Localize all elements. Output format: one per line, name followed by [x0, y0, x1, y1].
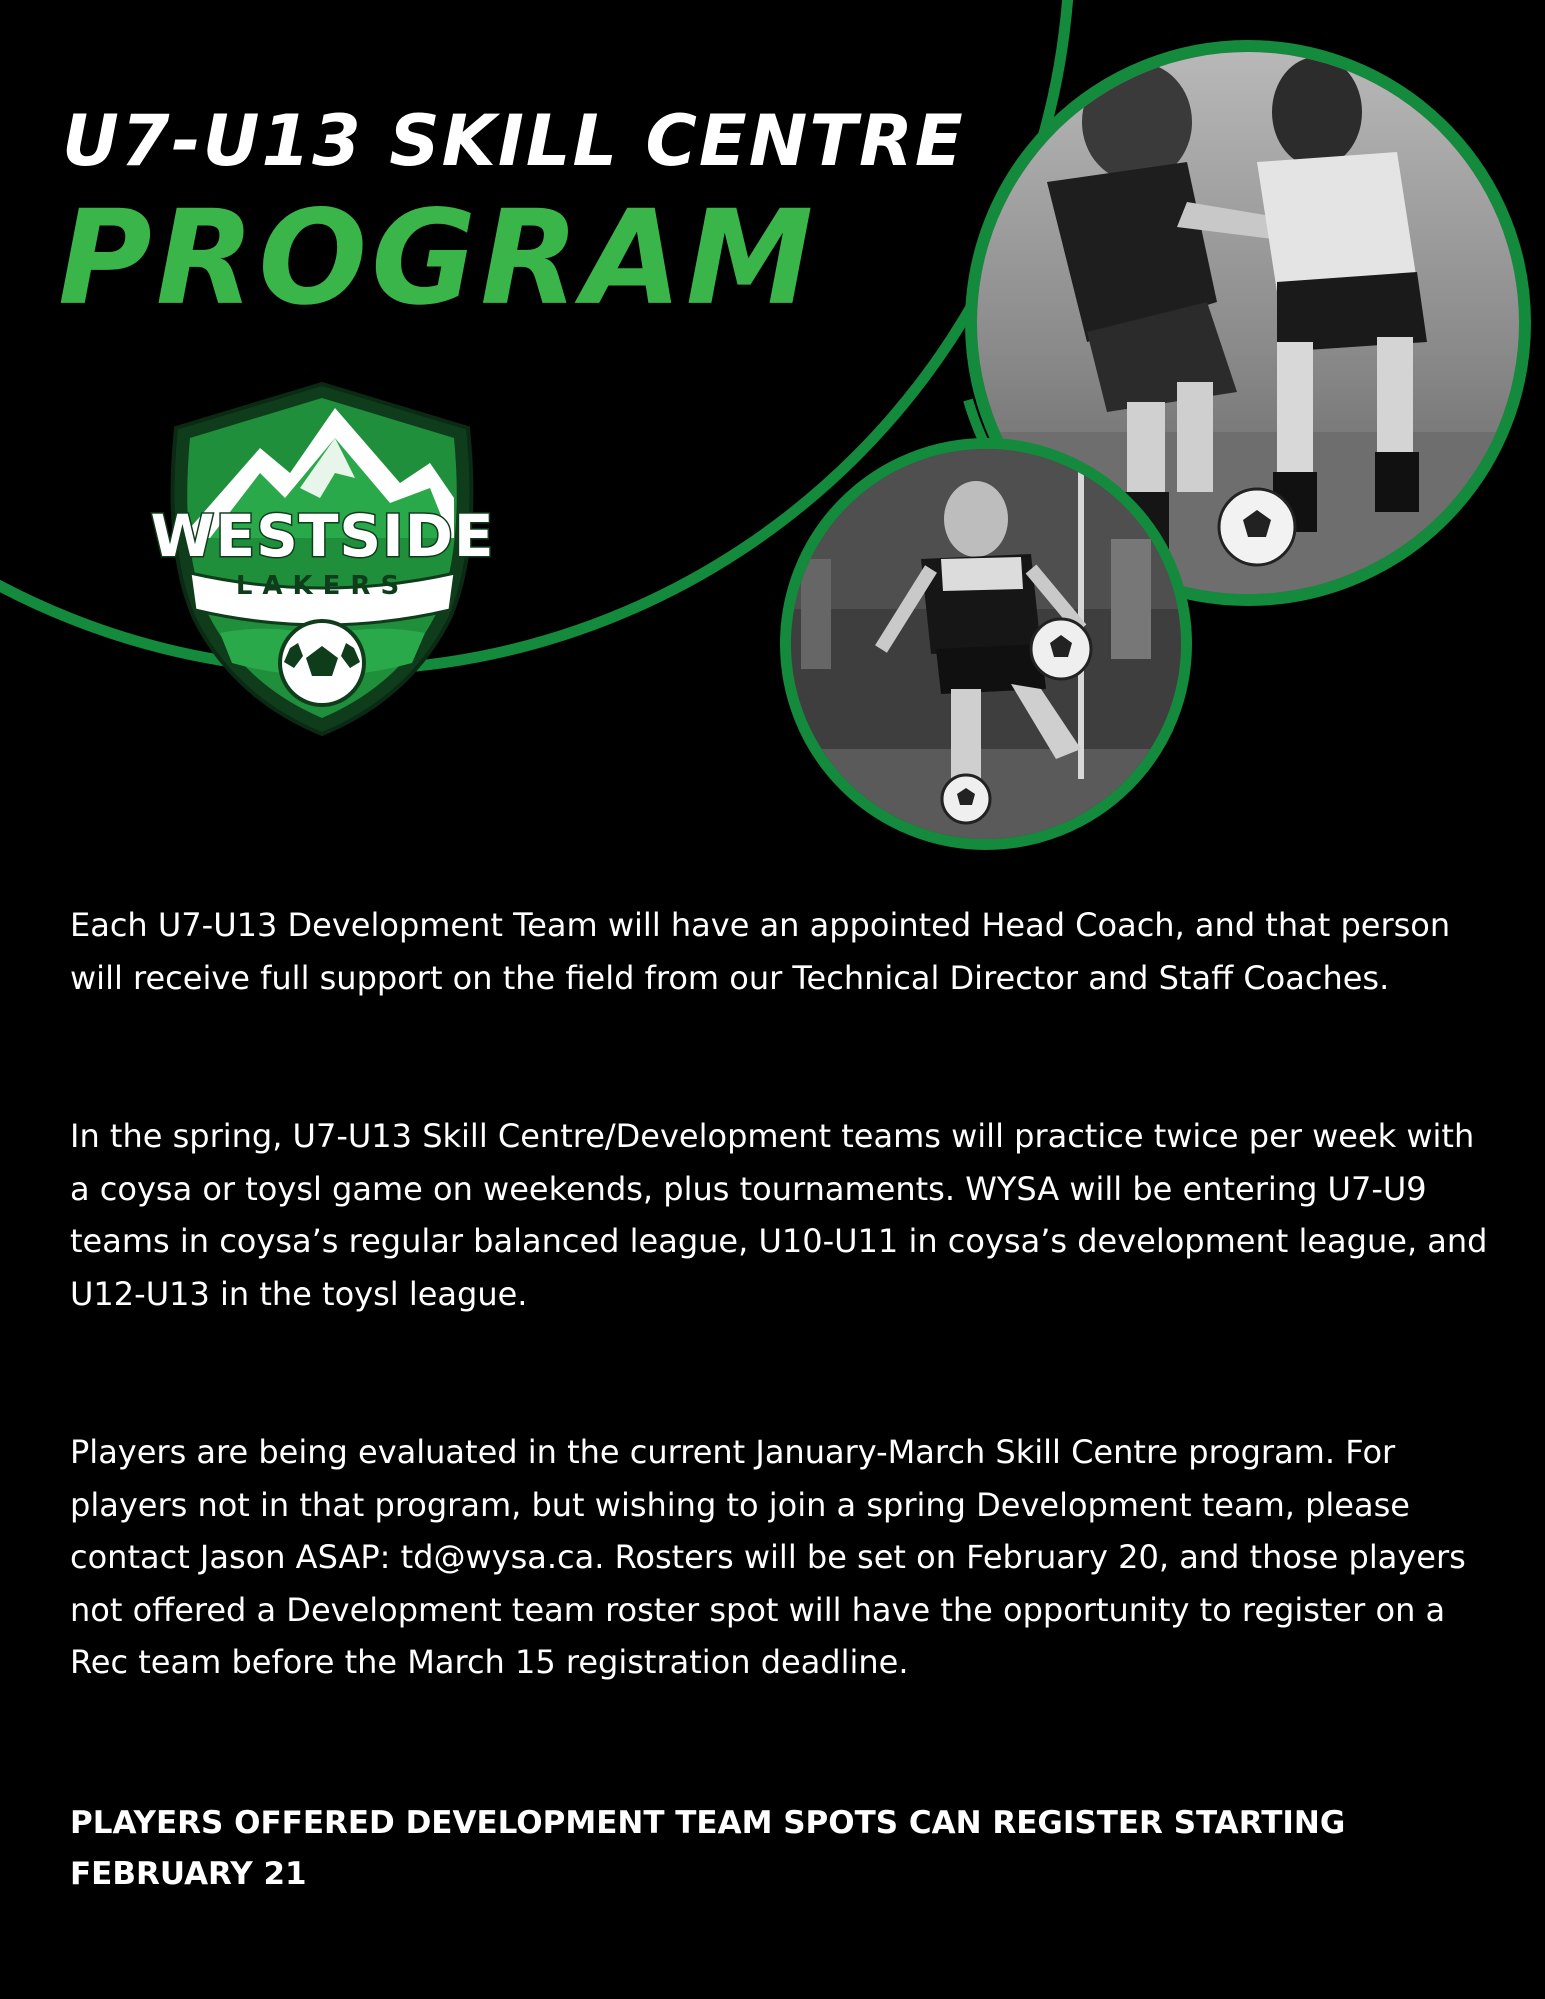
paragraph-spring-schedule: In the spring, U7-U13 Skill Centre/Development teams will practice twice per week with a coysa or toysl game on weekends, plus tournaments. WYSA will be entering U7-U9 teams in coysa’s regular balanced league, U10-U11 in coysa’s development league, and U12-U13 in the toysl league.	[70, 1117, 1488, 1313]
paragraph-evaluation: Players are being evaluated in the current January-March Skill Centre program. For players not in that program, but wishing to join a spring Development team, please contact Jason ASAP: td@wysa.ca. Rosters will be set on February 20, and those players not offered a Development team roster spot will have the opportunity to register on a Rec team before the March 15 registration deadline.	[70, 1433, 1466, 1681]
photo-boy-juggling-ball	[791, 449, 1181, 839]
photo-boy-juggling	[780, 438, 1192, 850]
paragraph-head-coach: Each U7-U13 Development Team will have an appointed Head Coach, and that person will receive full support on the field from our Technical Director and Staff Coaches.	[70, 906, 1451, 997]
title-line-1: U7-U13 SKILL CENTRE	[62, 100, 965, 182]
registration-callout: PLAYERS OFFERED DEVELOPMENT TEAM SPOTS CAN REGISTER STARTING FEBRUARY 21	[70, 1805, 1346, 1892]
logo-westside-text: WESTSIDE	[150, 502, 495, 570]
westside-lakers-logo	[150, 378, 495, 740]
title-program: PROGRAM	[58, 182, 818, 335]
logo-lakers-text: LAKERS	[235, 571, 410, 601]
